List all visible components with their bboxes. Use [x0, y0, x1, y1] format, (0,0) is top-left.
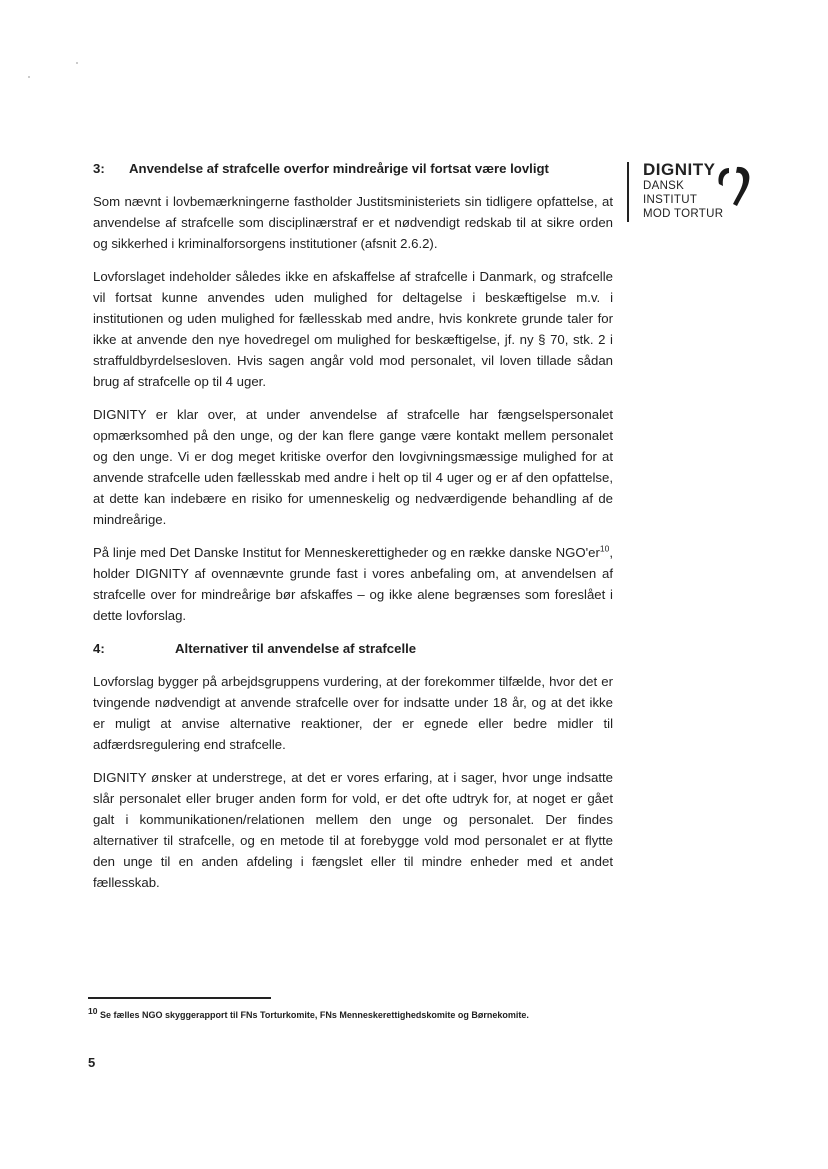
paragraph-text: På linje med Det Danske Institut for Menneskerettigheder og en række danske NGO'er — [93, 545, 600, 560]
section-title: Alternativer til anvendelse af strafcelle — [175, 641, 417, 656]
paragraph: DIGNITY ønsker at understrege, at det er vores erfaring, at i sager, hvor unge indsatte slår personalet eller bruger anden form for vold, er det ofte udtryk for, at noget er gået galt i kommunikationen/relationen mellem den unge og personalet. Der findes alternativer til strafcelle, og en metode til at forebygge vold mod personalet er at flytte den unge til en anden afdeling i fængslet eller til mindre enheder med et andet fællesskab. — [93, 770, 613, 890]
scan-speck — [76, 62, 78, 64]
footnote-ref: 10 — [599, 543, 610, 554]
paragraph: Lovforslag bygger på arbejdsgruppens vurdering, at der forekommer tilfælde, hvor det er tvingende nødvendigt at anvende strafcelle over for indsatte under 18 år, og at det ikke er muligt at anvise alternative reaktioner, der er egnede eller bedre midler til adfærdsregulering end strafcelle. — [93, 674, 613, 752]
logo-divider — [627, 162, 629, 222]
logo-name: DIGNITY — [643, 160, 716, 179]
scan-speck — [28, 76, 30, 78]
section-3-heading — [93, 158, 613, 179]
heart-mark-icon — [715, 162, 753, 210]
paragraph-text: , holder DIGNITY af ovennævnte grunde fast i vores anbefaling om, at anvendelsen af strafcelle over for mindreårige bør afskaffes – og ikke alene begrænses som foreslået i dette lovforslag. — [93, 545, 613, 623]
footnote — [88, 1006, 529, 1020]
footnote-divider — [88, 997, 271, 999]
paragraph-with-footnote — [93, 542, 613, 626]
document-body — [93, 158, 613, 905]
section-title: Anvendelse af strafcelle overfor mindreårige vil fortsat være lovligt — [129, 161, 549, 176]
footnote-number: 10 — [88, 1006, 98, 1016]
paragraph: DIGNITY er klar over, at under anvendelse af strafcelle har fængselspersonalet opmærksomhed på den unge, og der kan flere gange være kontakt mellem personalet og den unge. Vi er dog meget kritiske overfor den lovgivningsmæssige mulighed for at anvende strafcelle uden fællesskab med andre i helt op til 4 uger og er af den opfattelse, at dette kan indebære en risiko for umenneskelig og nedværdigende behandling af de mindreårige. — [93, 407, 613, 527]
section-4-heading — [93, 638, 613, 659]
section-number: 3: — [93, 161, 105, 176]
paragraph: Som nævnt i lovbemærkningerne fastholder Justitsministeriets sin tidligere opfattelse, at anvendelse af strafcelle som disciplinærstraf er et nødvendigt redskab til at sikre orden og sikkerhed i kriminalforsorgens institutioner (afsnit 2.6.2). — [93, 194, 613, 251]
footnote-text: Se fælles NGO skyggerapport til FNs Torturkomite, FNs Menneskerettighedskomite og Børnekomite. — [97, 1010, 529, 1020]
page-number: 5 — [88, 1055, 96, 1070]
paragraph: Lovforslaget indeholder således ikke en afskaffelse af strafcelle i Danmark, og strafcelle vil fortsat kunne anvendes uden mulighed for deltagelse i beskæftigelse m.v. i institutionen og uden mulighed for fællesskab med andre, hvis konkrete grunde taler for ikke at anvende den nye hovedregel om mulighed for beskæftigelse, jf. ny § 70, stk. 2 i straffuldbyrdelsesloven. Hvis sagen angår vold mod personalet, vil loven tillade sådan brug af strafcelle op til 4 uger. — [93, 269, 613, 389]
logo-line-2: INSTITUT — [643, 194, 698, 206]
logo-text — [643, 160, 723, 221]
logo-line-1: DANSK — [643, 180, 685, 192]
dignity-logo — [627, 160, 757, 226]
logo-line-3: MOD TORTUR — [643, 208, 724, 220]
section-number: 4: — [93, 641, 105, 656]
